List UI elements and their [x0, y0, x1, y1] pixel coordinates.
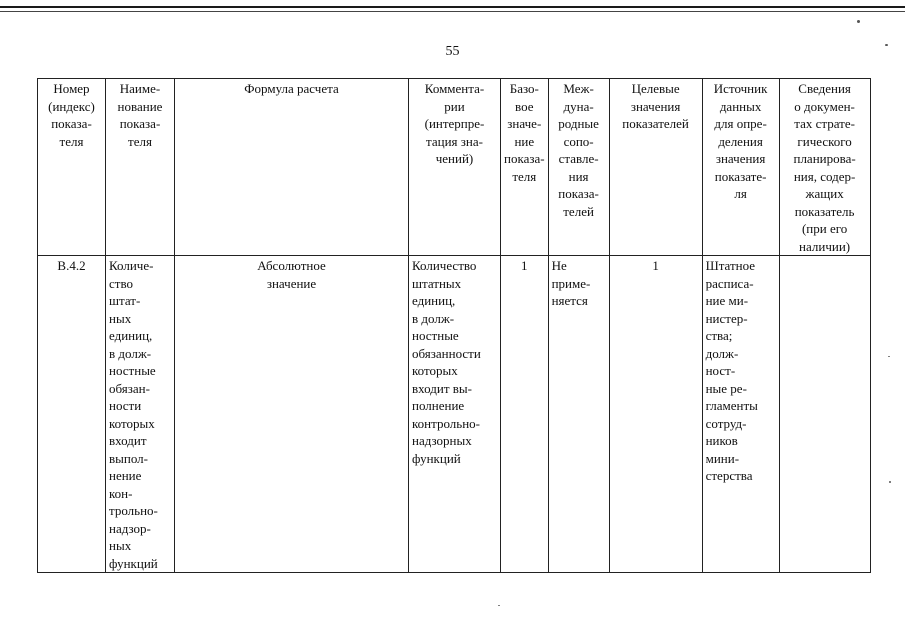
cell-international: Не приме- няется — [548, 256, 609, 573]
indicators-table — [37, 78, 871, 573]
header-index: Номер (индекс) показа- теля — [38, 79, 106, 256]
top-rule-thin — [0, 11, 905, 12]
scan-speck — [857, 20, 860, 23]
header-formula: Формула расчета — [175, 79, 409, 256]
cell-documents — [779, 256, 870, 573]
table-row — [38, 256, 871, 573]
cell-target: 1 — [609, 256, 702, 573]
header-row — [38, 79, 871, 256]
header-target: Целевые значения показателей — [609, 79, 702, 256]
header-comment: Коммента- рии (интерпре- тация зна- чений) — [409, 79, 501, 256]
cell-source: Штатное расписа- ние ми- нистер- ства; долж- ност- ные ре- гламенты сотруд- ников мини- стерства — [702, 256, 779, 573]
top-rule — [0, 6, 905, 8]
header-base-value: Базо- вое значе- ние показа- теля — [501, 79, 549, 256]
cell-comment: Количество штатных единиц, в долж- ностные обязанности которых входит вы- полнение контрольно- надзорных функций — [409, 256, 501, 573]
header-source: Источник данных для опре- деления значения показате- ля — [702, 79, 779, 256]
page-number: 55 — [445, 44, 460, 59]
scan-speck — [498, 605, 500, 606]
cell-index: В.4.2 — [38, 256, 106, 573]
scan-speck — [889, 481, 891, 483]
cell-formula: Абсолютное значение — [175, 256, 409, 573]
scan-speck — [888, 356, 890, 357]
cell-base-value: 1 — [501, 256, 549, 573]
header-documents: Сведения о докумен- тах страте- гического планирова- ния, содер- жащих показатель (при его наличии) — [779, 79, 870, 256]
header-international: Меж- дуна- родные сопо- ставле- ния показа- телей — [548, 79, 609, 256]
cell-name: Количе- ство штат- ных единиц, в долж- ностные обязан- ности которых входит выпол- нение кон- трольно- надзор- ных функций — [106, 256, 175, 573]
scan-speck — [885, 44, 888, 46]
header-name: Наиме- нование показа- теля — [106, 79, 175, 256]
